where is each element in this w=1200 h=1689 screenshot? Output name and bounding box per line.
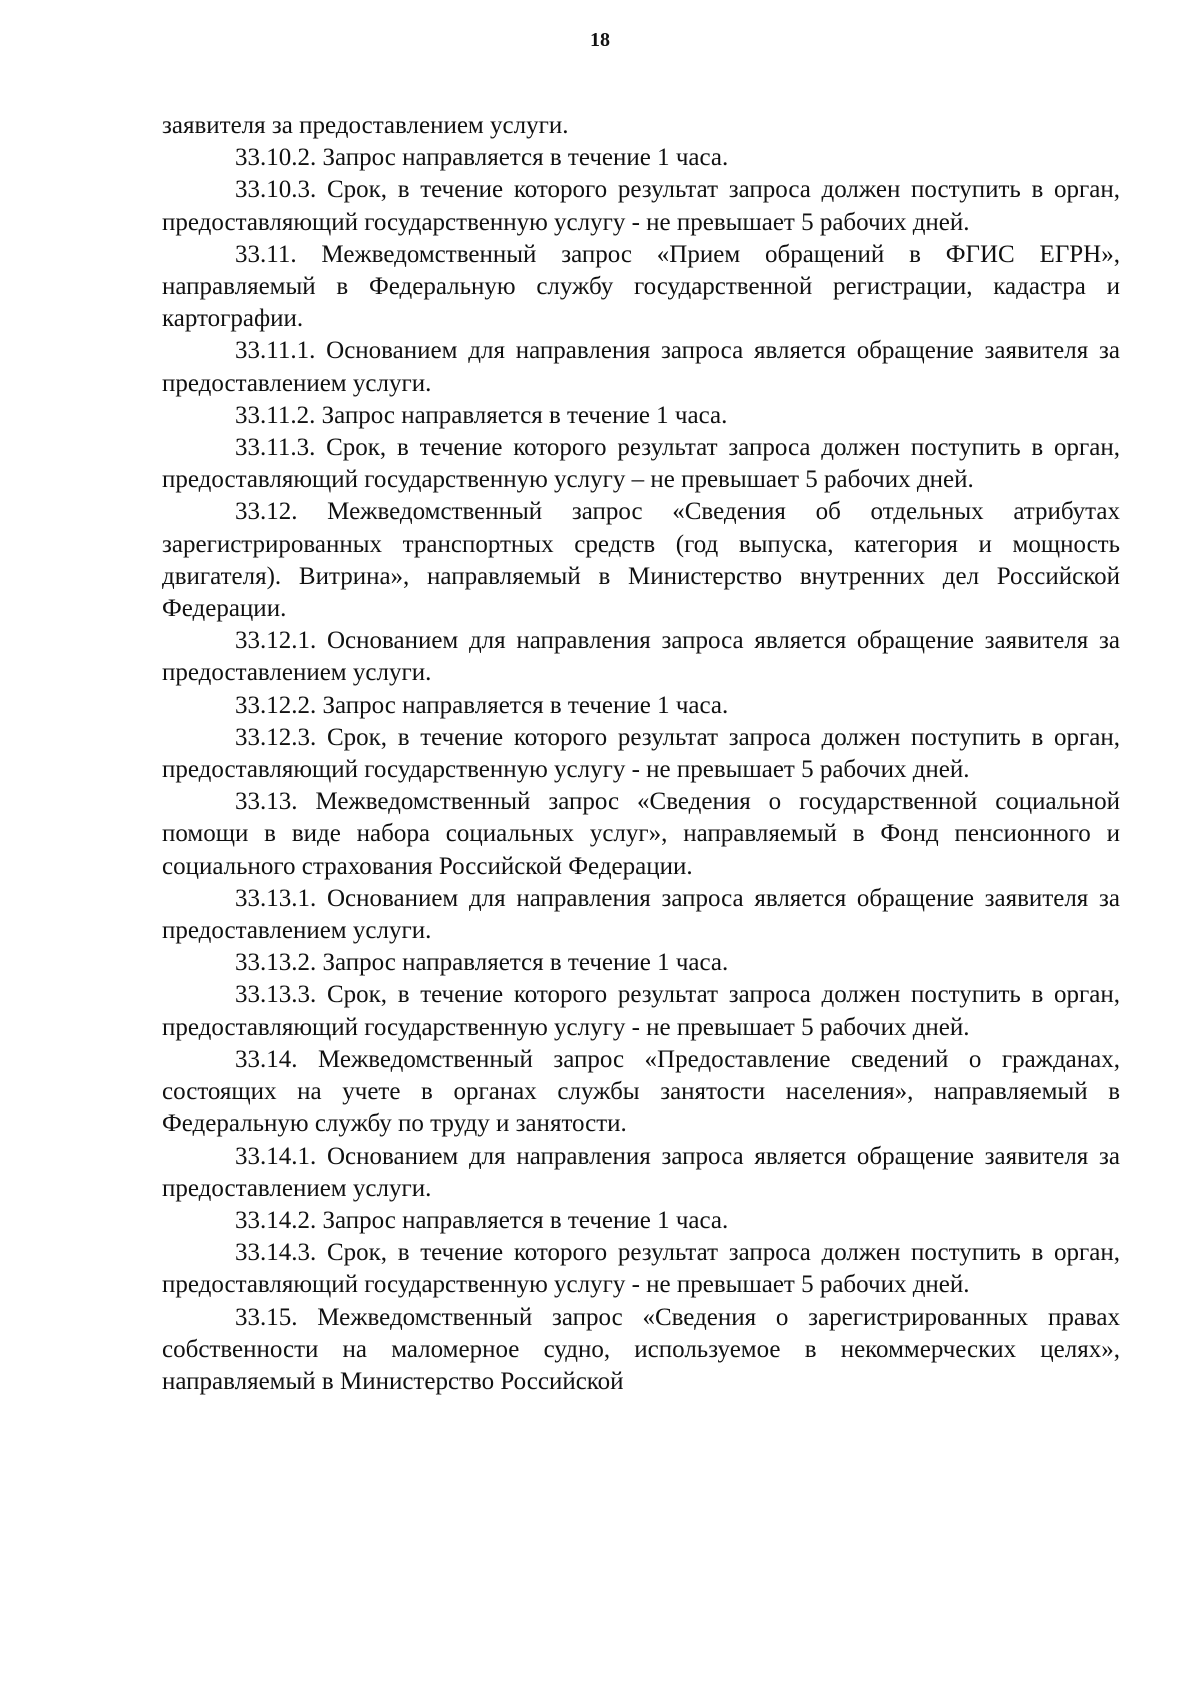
paragraph-33-10-3: 33.10.3. Срок, в течение которого результат запроса должен поступить в орган, предоставляющий государственную услугу - не превышает 5 рабочих дней. [162,176,1120,236]
paragraph-33-14-3: 33.14.3. Срок, в течение которого результат запроса должен поступить в орган, предоставляющий государственную услугу - не превышает 5 рабочих дней. [162,1239,1120,1299]
document-body [162,110,1120,1398]
paragraph-33-13-1: 33.13.1. Основанием для направления запроса является обращение заявителя за предоставлением услуги. [162,884,1120,945]
paragraph-33-14-1: 33.14.1. Основанием для направления запроса является обращение заявителя за предоставлением услуги. [162,1142,1120,1202]
paragraph-33-13-2: 33.13.2. Запрос направляется в течение 1 часа. [235,949,729,977]
page-number: 18 [590,29,610,51]
paragraph-33-13-3: 33.13.3. Срок, в течение которого результат запроса должен поступить в орган, предоставляющий государственную услугу - не превышает 5 рабочих дней. [162,981,1120,1041]
paragraph-33-11: 33.11. Межведомственный запрос «Прием обращений в ФГИС ЕГРН», направляемый в Федеральную службу государственной регистрации, кадастра и картографии. [162,240,1120,333]
paragraph-33-15: 33.15. Межведомственный запрос «Сведения о зарегистрированных правах собственности на маломерное судно, используемое в некоммерческих целях», направляемый в Министерство Российской [162,1303,1120,1395]
paragraph-33-12-3: 33.12.3. Срок, в течение которого результат запроса должен поступить в орган, предоставляющий государственную услугу - не превышает 5 рабочих дней. [162,723,1120,784]
paragraph-33-12-1: 33.12.1. Основанием для направления запроса является обращение заявителя за предоставлением услуги. [162,627,1120,687]
paragraph-33-12: 33.12. Межведомственный запрос «Сведения об отдельных атрибутах зарегистрированных транспортных средств (год выпуска, категория и мощность двигателя). Витрина», направляемый в Министерство внутренних дел Российской Федерации. [162,498,1120,623]
paragraph-continuation: заявителя за предоставлением услуги. [162,112,569,139]
paragraph-33-11-3: 33.11.3. Срок, в течение которого результат запроса должен поступить в орган, предоставляющий государственную услугу – не превышает 5 рабочих дней. [162,434,1120,494]
paragraph-33-11-2: 33.11.2. Запрос направляется в течение 1 часа. [235,401,728,429]
paragraph-33-13: 33.13. Межведомственный запрос «Сведения о государственной социальной помощи в виде набора социальных услуг», направляемый в Фонд пенсионного и социального страхования Российской Федерации. [162,788,1120,880]
paragraph-33-10-2: 33.10.2. Запрос направляется в течение 1 часа. [235,144,729,172]
paragraph-33-14: 33.14. Межведомственный запрос «Предоставление сведений о гражданах, состоящих на учете в органах службы занятости населения», направляемый в Федеральную службу по труду и занятости. [162,1045,1120,1138]
paragraph-33-12-2: 33.12.2. Запрос направляется в течение 1 часа. [235,691,729,719]
paragraph-33-14-2: 33.14.2. Запрос направляется в течение 1 часа. [235,1206,729,1234]
paragraph-33-11-1: 33.11.1. Основанием для направления запроса является обращение заявителя за предоставлением услуги. [162,337,1120,397]
